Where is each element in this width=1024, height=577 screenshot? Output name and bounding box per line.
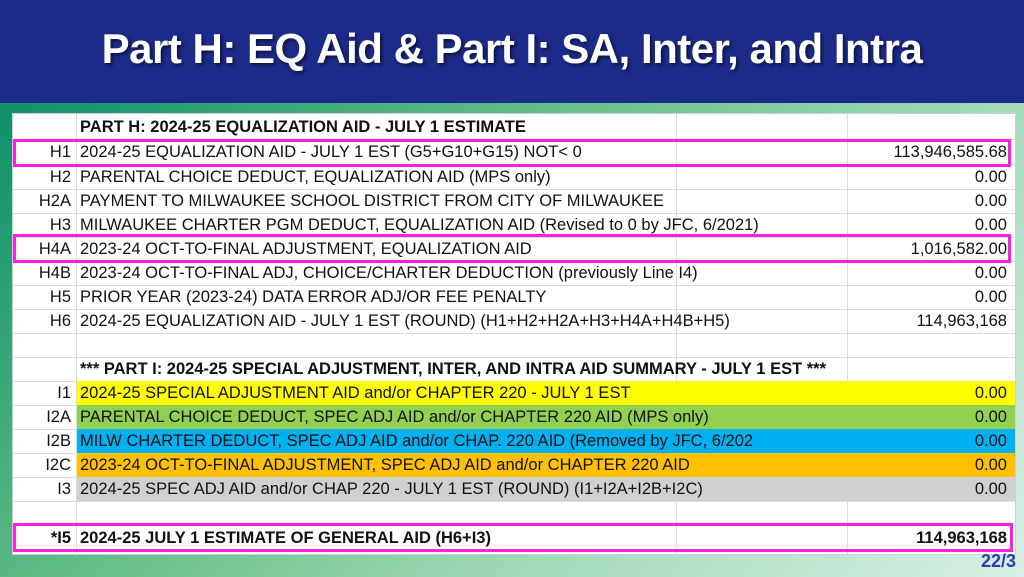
page-number: 22/3	[980, 551, 1016, 571]
part-i-header-row	[13, 357, 1015, 381]
row-description: 2024-25 SPEC ADJ AID and/or CHAP 220 - JULY 1 EST (ROUND) (I1+I2A+I2B+I2C)	[80, 480, 703, 498]
table-row-i2b	[13, 429, 1015, 453]
row-value: 0.00	[974, 408, 1007, 426]
row-code: H1	[49, 143, 71, 161]
highlight-box-h1	[13, 139, 1011, 167]
row-code: H5	[49, 288, 71, 306]
row-value: 114,963,168	[916, 529, 1007, 547]
row-value: 0.00	[974, 192, 1007, 210]
row-description: MILWAUKEE CHARTER PGM DEDUCT, EQUALIZATION AID (Revised to 0 by JFC, 6/2021)	[80, 216, 759, 234]
row-code: I2A	[46, 408, 71, 426]
table-row-i2a	[13, 405, 1015, 429]
highlight-box-total	[13, 523, 1013, 552]
row-value: 0.00	[974, 288, 1007, 306]
row-code: H3	[49, 216, 71, 234]
table-row-h2a	[13, 189, 1015, 213]
row-description: 2024-25 SPECIAL ADJUSTMENT AID and/or CHAPTER 220 - JULY 1 EST	[80, 384, 631, 402]
part-h-header-row	[13, 115, 1015, 139]
table-row-i3	[13, 477, 1015, 501]
row-code: I2C	[45, 456, 71, 474]
spreadsheet-table	[12, 113, 1016, 555]
row-code: I3	[57, 480, 71, 498]
row-code: H6	[49, 312, 71, 330]
row-value: 0.00	[974, 216, 1007, 234]
row-code: H2	[49, 168, 71, 186]
row-description: PARENTAL CHOICE DEDUCT, SPEC ADJ AID and/or CHAPTER 220 AID (MPS only)	[80, 408, 709, 426]
grid-line	[13, 333, 1015, 334]
row-value: 0.00	[974, 264, 1007, 282]
table-row-h5	[13, 285, 1015, 309]
highlight-box-h4a	[13, 234, 1011, 263]
row-value: 0.00	[974, 480, 1007, 498]
row-description: PRIOR YEAR (2023-24) DATA ERROR ADJ/OR FEE PENALTY	[80, 288, 547, 306]
row-code: H4B	[38, 264, 71, 282]
row-description: 2023-24 OCT-TO-FINAL ADJUSTMENT, SPEC ADJ AID and/or CHAPTER 220 AID	[80, 456, 690, 474]
row-value: 1,016,582.00	[910, 240, 1007, 258]
row-description: PAYMENT TO MILWAUKEE SCHOOL DISTRICT FROM CITY OF MILWAUKEE	[80, 192, 664, 210]
grid-line	[13, 501, 1015, 502]
table-row-h4b	[13, 261, 1015, 285]
row-description: 2023-24 OCT-TO-FINAL ADJ, CHOICE/CHARTER DEDUCTION (previously Line I4)	[80, 264, 698, 282]
row-value: 0.00	[974, 168, 1007, 186]
row-code: H4A	[38, 240, 71, 258]
row-code: H2A	[38, 192, 71, 210]
row-description: 2024-25 EQUALIZATION AID - JULY 1 EST (G5+G10+G15) NOT< 0	[80, 143, 582, 161]
row-code: I2B	[46, 432, 71, 450]
part-h-header: PART H: 2024-25 EQUALIZATION AID - JULY 1 ESTIMATE	[80, 118, 526, 136]
row-code: I1	[57, 384, 71, 402]
row-value: 0.00	[974, 384, 1007, 402]
table-row-i2c	[13, 453, 1015, 477]
row-description: MILW CHARTER DEDUCT, SPEC ADJ AID and/or CHAP. 220 AID (Removed by JFC, 6/202	[80, 432, 754, 450]
row-value: 113,946,585.68	[893, 143, 1007, 161]
title-bar	[0, 0, 1024, 103]
table-row-h6	[13, 309, 1015, 333]
row-value: 0.00	[974, 456, 1007, 474]
row-description: 2023-24 OCT-TO-FINAL ADJUSTMENT, EQUALIZATION AID	[80, 240, 532, 258]
row-description: PARENTAL CHOICE DEDUCT, EQUALIZATION AID (MPS only)	[80, 168, 551, 186]
row-value: 0.00	[974, 432, 1007, 450]
part-i-header: *** PART I: 2024-25 SPECIAL ADJUSTMENT, INTER, AND INTRA AID SUMMARY - JULY 1 EST ***	[80, 360, 827, 378]
row-code: *I5	[50, 529, 71, 547]
slide-title: Part H: EQ Aid & Part I: SA, Inter, and Intra	[101, 25, 923, 72]
table-row-h2	[13, 165, 1015, 189]
row-value: 114,963,168	[916, 312, 1007, 330]
row-description: 2024-25 EQUALIZATION AID - JULY 1 EST (ROUND) (H1+H2+H2A+H3+H4A+H4B+H5)	[80, 312, 730, 330]
row-description: 2024-25 JULY 1 ESTIMATE OF GENERAL AID (H6+I3)	[80, 529, 491, 547]
table-row-i1	[13, 381, 1015, 405]
